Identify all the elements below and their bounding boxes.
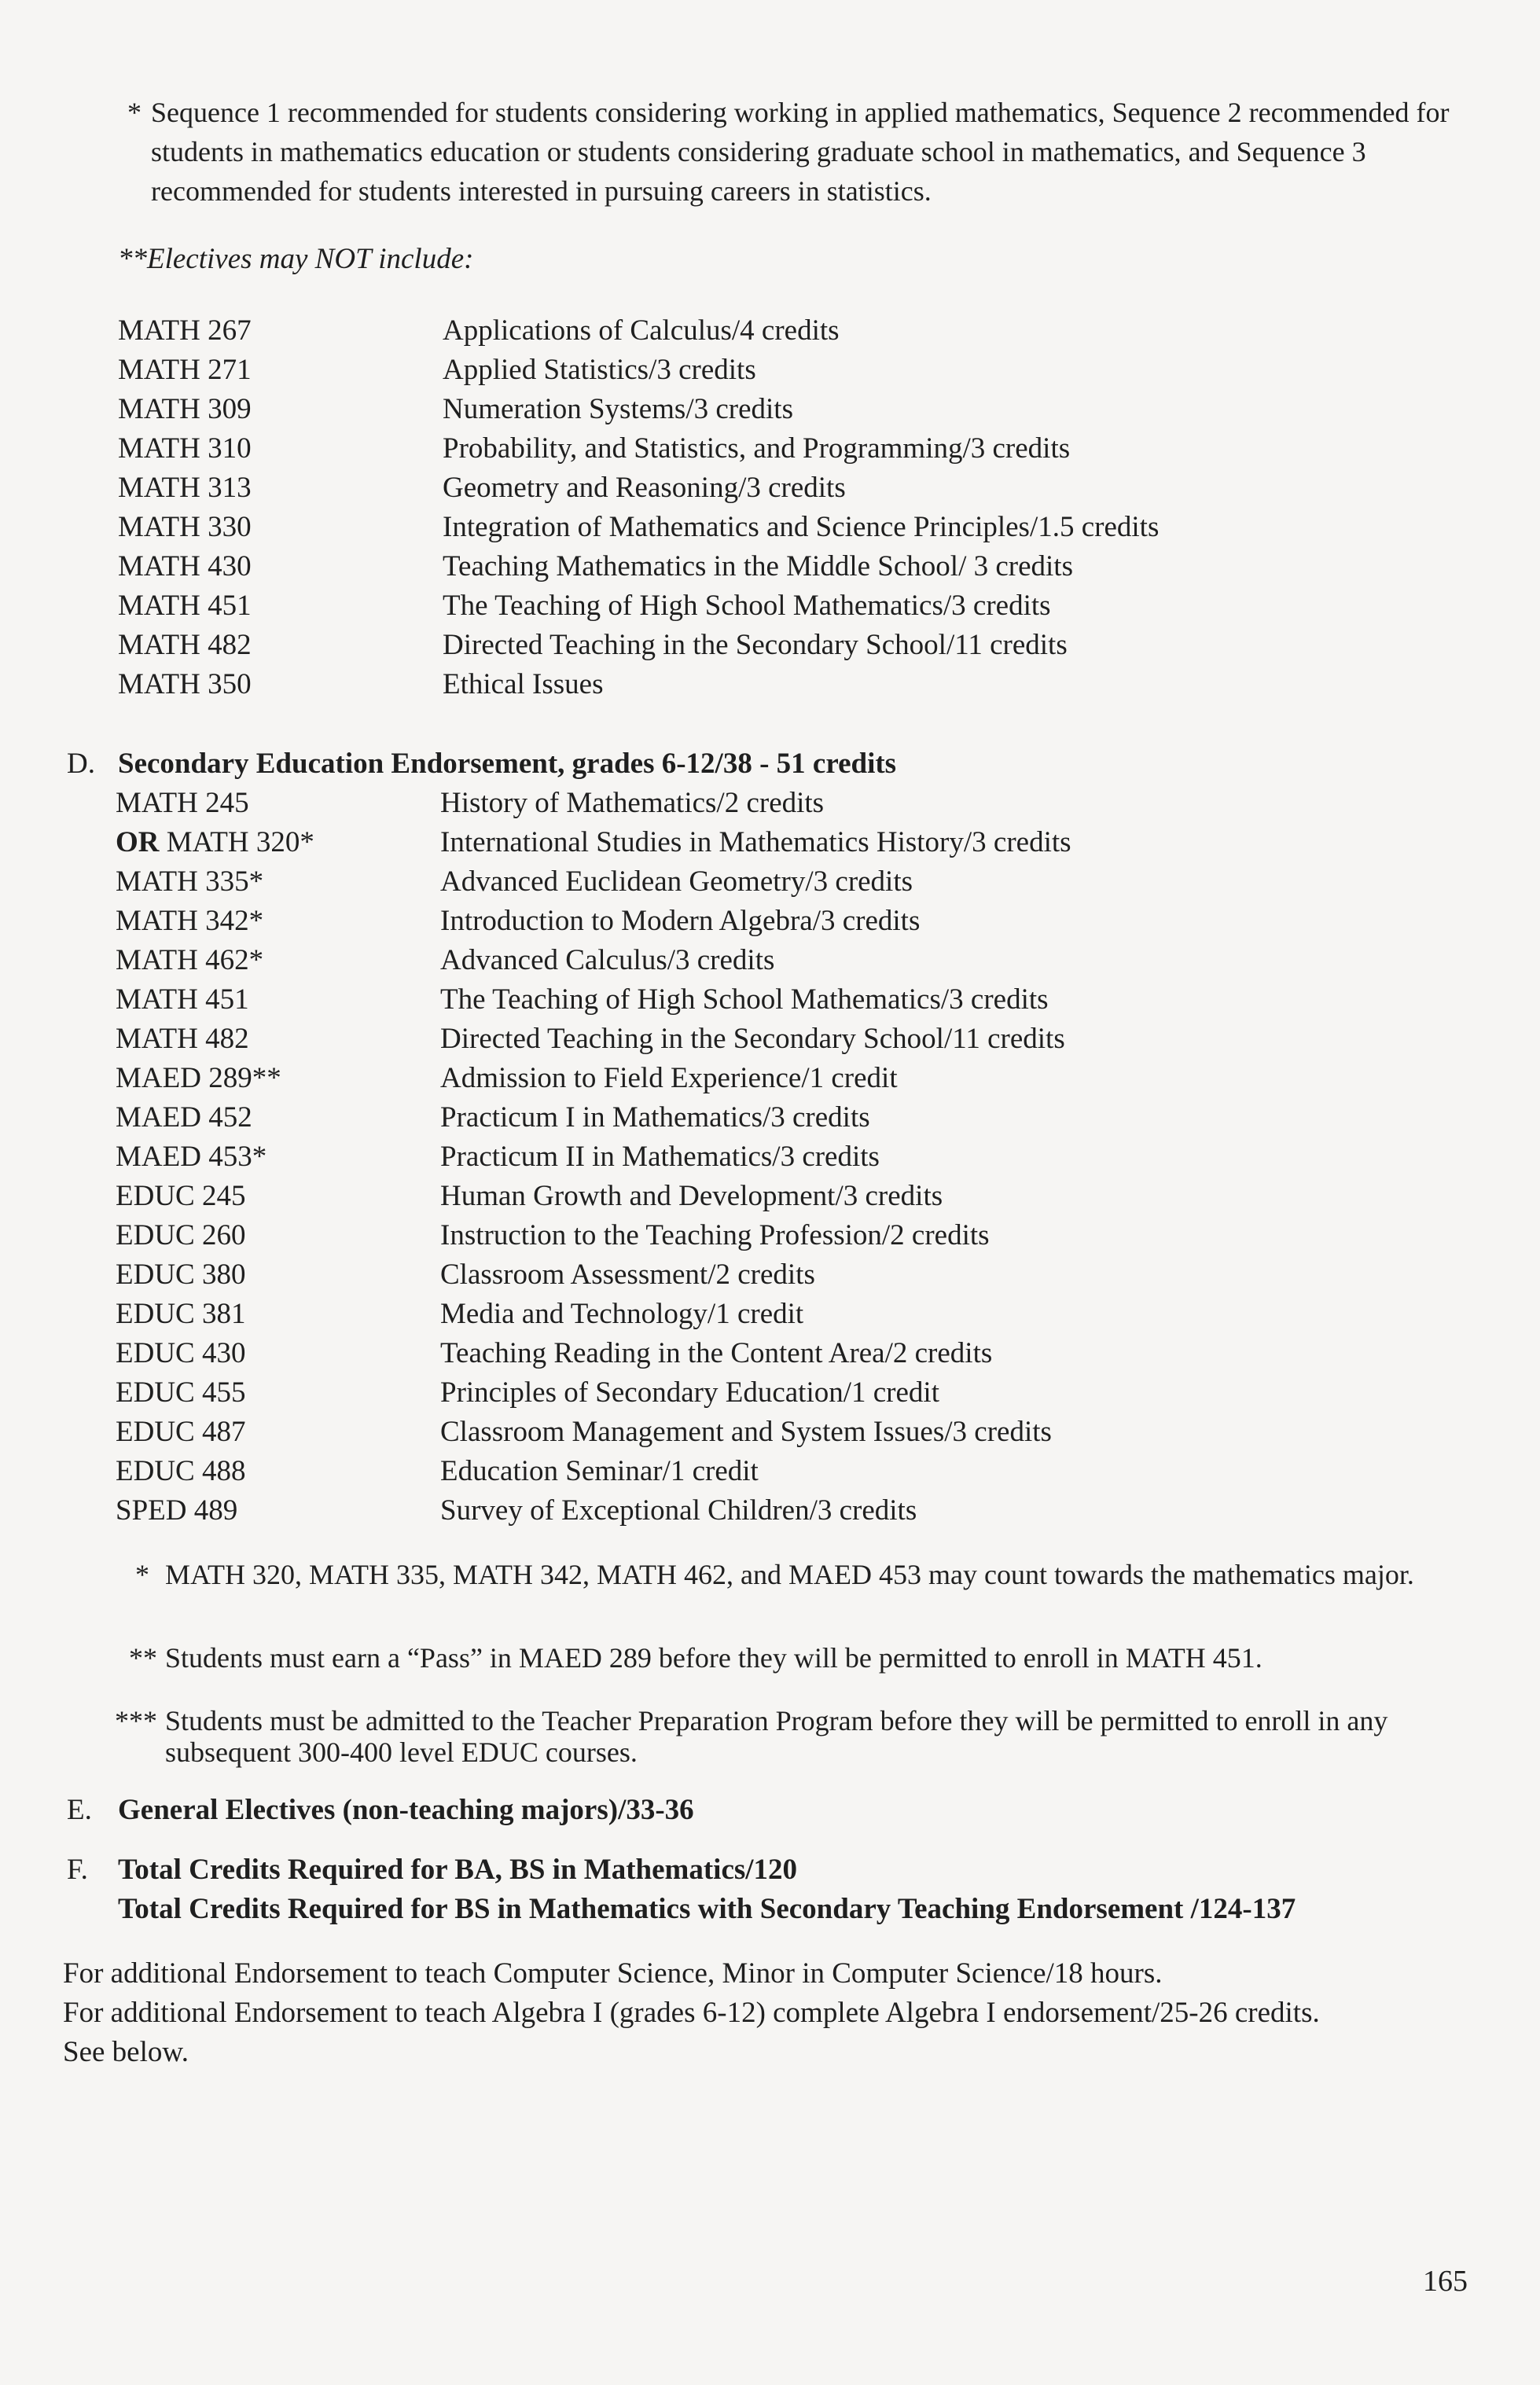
course-title: The Teaching of High School Mathematics/3 credits (443, 590, 1051, 622)
course-code (116, 1295, 245, 1334)
course-row (0, 311, 1540, 351)
course-row (0, 626, 1540, 665)
course-title: Ethical Issues (443, 668, 604, 700)
course-row (0, 1413, 1540, 1452)
course-code-text: EDUC 487 (116, 1416, 246, 1448)
course-code (116, 1059, 281, 1098)
course-code (118, 351, 252, 390)
course-row (0, 547, 1540, 586)
course-code-text: EDUC 430 (116, 1337, 246, 1369)
course-title: Directed Teaching in the Secondary School/11 credits (440, 1023, 1065, 1055)
course-row (0, 1216, 1540, 1255)
course-code (116, 1452, 245, 1491)
course-title: Practicum II in Mathematics/3 credits (440, 1141, 880, 1173)
course-code-text: MATH 245 (116, 787, 249, 819)
note-2-text: Students must earn a “Pass” in MAED 289 before they will be permitted to enroll in MATH 451. (165, 1642, 1263, 1674)
course-code-text: MATH 482 (118, 629, 252, 661)
course-code (118, 665, 252, 704)
course-code-text: MATH 335* (116, 865, 264, 898)
course-title: Numeration Systems/3 credits (443, 393, 793, 425)
course-code-text: MAED 289** (116, 1062, 281, 1094)
course-title: Practicum I in Mathematics/3 credits (440, 1101, 870, 1134)
course-row (0, 862, 1540, 902)
course-code-text: MATH 451 (118, 590, 252, 622)
section-d-course-list (0, 784, 1540, 1531)
course-title: Advanced Euclidean Geometry/3 credits (440, 865, 913, 898)
section-d-letter: D. (67, 748, 95, 780)
note-3-text: Students must be admitted to the Teacher Preparation Program before they will be permitted to enroll in any subsequent 300-400 level EDUC courses. (165, 1705, 1388, 1768)
course-code-text: MATH 482 (116, 1023, 249, 1055)
course-title: Probability, and Statistics, and Programming/3 credits (443, 432, 1071, 465)
course-code-text: MATH 267 (118, 314, 252, 347)
course-code-text: MATH 350 (118, 668, 252, 700)
course-row (0, 980, 1540, 1020)
course-code (116, 784, 249, 823)
course-code (118, 390, 252, 429)
course-code-text: MATH 309 (118, 393, 252, 425)
course-code (116, 1334, 245, 1373)
course-code-text: EDUC 245 (116, 1180, 246, 1212)
course-row (0, 390, 1540, 429)
course-row (0, 1452, 1540, 1491)
course-title: Classroom Assessment/2 credits (440, 1259, 815, 1291)
course-row (0, 1334, 1540, 1373)
page-number: 165 (1423, 2265, 1468, 2298)
electives-list (0, 311, 1540, 704)
course-code (116, 1020, 249, 1059)
course-row (0, 351, 1540, 390)
course-title: Applied Statistics/3 credits (443, 354, 756, 386)
course-row (0, 941, 1540, 980)
course-code-text: MATH 320* (166, 826, 314, 858)
note-1-text: MATH 320, MATH 335, MATH 342, MATH 462, and MAED 453 may count towards the mathematics major. (165, 1559, 1414, 1590)
course-code (118, 311, 252, 351)
electives-heading: **Electives may NOT include: (118, 243, 474, 275)
course-row (0, 1020, 1540, 1059)
course-code (116, 1255, 245, 1295)
note-2-marker: ** (129, 1642, 157, 1674)
course-title: Principles of Secondary Education/1 credit (440, 1376, 939, 1409)
course-title: Teaching Mathematics in the Middle School/ 3 credits (443, 550, 1073, 582)
course-code-text: MATH 462* (116, 944, 264, 976)
course-title: Teaching Reading in the Content Area/2 credits (440, 1337, 993, 1369)
course-row (0, 784, 1540, 823)
section-d-heading: Secondary Education Endorsement, grades 6-12/38 - 51 credits (118, 748, 897, 780)
course-code-text: MAED 453* (116, 1141, 267, 1173)
closing-line-3: See below. (63, 2036, 189, 2068)
course-code (116, 1216, 245, 1255)
section-e-heading: General Electives (non-teaching majors)/33-36 (118, 1794, 694, 1826)
course-row (0, 1491, 1540, 1531)
course-code (116, 1373, 245, 1413)
closing-line-2: For additional Endorsement to teach Algebra I (grades 6-12) complete Algebra I endorsement/25-26 credits. (63, 1997, 1320, 2029)
note-1-marker: * (135, 1559, 149, 1590)
course-title: Advanced Calculus/3 credits (440, 944, 775, 976)
course-row (0, 429, 1540, 469)
course-code-text: MATH 342* (116, 905, 264, 937)
course-code (118, 469, 252, 508)
course-row (0, 1098, 1540, 1137)
course-code-text: EDUC 488 (116, 1455, 246, 1487)
course-row (0, 508, 1540, 547)
note-3-marker: *** (115, 1705, 157, 1736)
course-row (0, 586, 1540, 626)
course-title: Survey of Exceptional Children/3 credits (440, 1494, 917, 1527)
course-row (0, 665, 1540, 704)
top-note-marker: * (127, 97, 142, 128)
course-code-text: MATH 430 (118, 550, 252, 582)
course-row (0, 1295, 1540, 1334)
course-row (0, 823, 1540, 862)
course-code (116, 902, 263, 941)
course-prefix: OR (116, 826, 160, 858)
course-title: Classroom Management and System Issues/3 credits (440, 1416, 1052, 1448)
section-f-letter: F. (67, 1854, 88, 1886)
closing-line-1: For additional Endorsement to teach Computer Science, Minor in Computer Science/18 hours. (63, 1957, 1163, 1990)
course-title: Instruction to the Teaching Profession/2 credits (440, 1219, 990, 1251)
course-row (0, 1059, 1540, 1098)
course-code (116, 1098, 252, 1137)
course-code (116, 1177, 245, 1216)
course-row (0, 1255, 1540, 1295)
course-title: International Studies in Mathematics History/3 credits (440, 826, 1071, 858)
course-code-text: EDUC 380 (116, 1259, 246, 1291)
course-code (116, 1491, 237, 1531)
section-f-line-1: Total Credits Required for BA, BS in Mathematics/120 (118, 1854, 798, 1886)
course-code-text: MAED 452 (116, 1101, 252, 1134)
course-code-text: EDUC 260 (116, 1219, 246, 1251)
course-title: Education Seminar/1 credit (440, 1455, 759, 1487)
course-code (118, 547, 252, 586)
course-title: Applications of Calculus/4 credits (443, 314, 840, 347)
course-code-text: MATH 271 (118, 354, 252, 386)
course-code (116, 862, 263, 902)
course-code (118, 586, 252, 626)
course-code (116, 980, 249, 1020)
course-code-text: MATH 451 (116, 983, 249, 1016)
course-code-text: MATH 330 (118, 511, 252, 543)
course-row (0, 469, 1540, 508)
course-title: Directed Teaching in the Secondary School/11 credits (443, 629, 1068, 661)
course-title: History of Mathematics/2 credits (440, 787, 825, 819)
course-title: Integration of Mathematics and Science Principles/1.5 credits (443, 511, 1160, 543)
course-title: Human Growth and Development/3 credits (440, 1180, 943, 1212)
course-code (116, 1413, 245, 1452)
course-code-text: EDUC 381 (116, 1298, 246, 1330)
course-code (118, 508, 252, 547)
course-row (0, 1137, 1540, 1177)
course-code (118, 429, 252, 469)
course-title: Admission to Field Experience/1 credit (440, 1062, 898, 1094)
course-title: The Teaching of High School Mathematics/3 credits (440, 983, 1049, 1016)
course-code (116, 941, 263, 980)
course-code-text: EDUC 455 (116, 1376, 246, 1409)
course-title: Geometry and Reasoning/3 credits (443, 472, 846, 504)
course-code-text: SPED 489 (116, 1494, 238, 1527)
course-code-text: MATH 310 (118, 432, 252, 465)
course-title: Introduction to Modern Algebra/3 credits (440, 905, 921, 937)
course-row (0, 1373, 1540, 1413)
course-title: Media and Technology/1 credit (440, 1298, 804, 1330)
course-code-text: MATH 313 (118, 472, 252, 504)
course-row (0, 902, 1540, 941)
course-row (0, 1177, 1540, 1216)
section-e-letter: E. (67, 1794, 92, 1826)
section-f-line-2: Total Credits Required for BS in Mathematics with Secondary Teaching Endorsement /124-137 (118, 1893, 1296, 1925)
course-code (118, 626, 252, 665)
top-note-text: Sequence 1 recommended for students considering working in applied mathematics, Sequence 2 recommended for students in mathematics education or students considering graduate school in mathematics, and Sequence 3 recommended for students interested in pursuing careers in statistics. (151, 97, 1450, 207)
course-code (116, 823, 314, 862)
course-code (116, 1137, 266, 1177)
